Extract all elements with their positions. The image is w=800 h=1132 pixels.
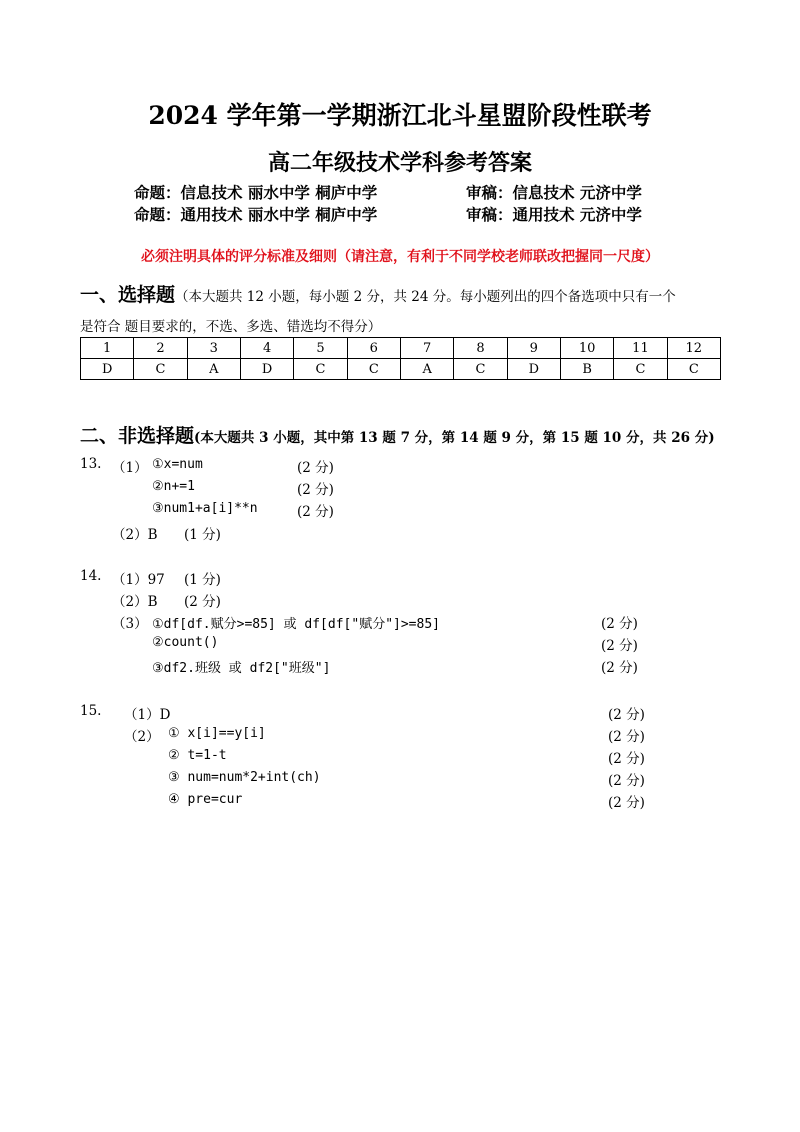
section1-note-line2: 是符合 题目要求的，不选、多选、错选均不得分）: [80, 319, 382, 335]
section1-heading: 一、选择题: [80, 284, 176, 306]
question-number: 7: [400, 338, 453, 359]
credit-gt-authors: 命题：通用技术 丽水中学 桐庐中学: [134, 205, 378, 224]
q15-part2-label: （2）: [124, 729, 160, 745]
answer-cell: A: [187, 359, 240, 380]
table-row-numbers: [81, 338, 721, 359]
answer-cell: D: [507, 359, 560, 380]
question-number: 10: [560, 338, 613, 359]
section2-note: (本大题共 3 小题，其中第 13 题 7 分，第 14 题 9 分，第 15 题 10 分，共 26 分): [194, 430, 715, 446]
question-number: 8: [454, 338, 507, 359]
q13-answer-2: ②n+=1: [152, 479, 195, 494]
page-title: 2024 学年第一学期浙江北斗星盟阶段性联考: [148, 101, 652, 130]
section2-heading: 二、非选择题: [80, 425, 195, 447]
q13-score-3: (2 分): [297, 504, 334, 520]
q15-score-1: (2 分): [608, 729, 645, 745]
grading-notice: 必须注明具体的评分标准及细则（请注意，有利于不同学校老师联改把握同一尺度）: [141, 249, 659, 265]
credit-gt-reviewers: 审稿：通用技术 元济中学: [466, 205, 642, 224]
answer-cell: C: [134, 359, 187, 380]
answer-cell: C: [294, 359, 347, 380]
q15-part1-score: (2 分): [608, 707, 645, 723]
q13-answer-3: ③num1+a[i]**n: [152, 501, 258, 516]
q13-part2-answer: （2）B: [112, 527, 158, 543]
answer-table: [80, 337, 721, 380]
section2-header: [80, 421, 715, 448]
q14-part1-answer: （1）97: [112, 572, 165, 588]
q13-score-1: (2 分): [297, 460, 334, 476]
q14-answer-2: ②count(): [152, 635, 219, 650]
q14-part3-label: （3）: [112, 616, 148, 632]
q14-answer-1: ①df[df.赋分>=85] 或 df[df["赋分"]>=85]: [152, 617, 440, 632]
q14-score-2: (2 分): [601, 638, 638, 654]
question-number: 9: [507, 338, 560, 359]
credit-it-authors: 命题：信息技术 丽水中学 桐庐中学: [134, 183, 378, 202]
answer-cell: C: [667, 359, 720, 380]
section1-note: （本大题共 12 小题，每小题 2 分，共 24 分。每小题列出的四个备选项中只有一个: [175, 289, 676, 305]
q14-part2-score: (2 分): [184, 594, 221, 610]
q15-score-3: (2 分): [608, 773, 645, 789]
answer-cell: B: [560, 359, 613, 380]
q13-answer-1: ①x=num: [152, 457, 203, 472]
question-number: 5: [294, 338, 347, 359]
q14-score-1: (2 分): [601, 616, 638, 632]
q15-answer-4: ④ pre=cur: [168, 792, 243, 807]
q14-number: 14.: [80, 568, 102, 584]
q15-answer-3: ③ num=num*2+int(ch): [168, 770, 321, 785]
page-subtitle: 高二年级技术学科参考答案: [267, 150, 532, 176]
question-number: 1: [81, 338, 134, 359]
answer-cell: C: [454, 359, 507, 380]
table-row-answers: [81, 359, 721, 380]
q15-part1-answer: （1）D: [124, 707, 171, 723]
section1-header: [80, 280, 676, 307]
q15-score-4: (2 分): [608, 795, 645, 811]
question-number: 12: [667, 338, 720, 359]
question-number: 4: [240, 338, 293, 359]
q14-score-3: (2 分): [601, 660, 638, 676]
answer-cell: C: [347, 359, 400, 380]
q15-score-2: (2 分): [608, 751, 645, 767]
q13-score-2: (2 分): [297, 482, 334, 498]
answer-cell: D: [81, 359, 134, 380]
q14-part1-score: (1 分): [184, 572, 221, 588]
q15-answer-2: ② t=1-t: [168, 748, 227, 763]
answer-cell: C: [614, 359, 667, 380]
question-number: 2: [134, 338, 187, 359]
question-number: 6: [347, 338, 400, 359]
q13-number: 13.: [80, 456, 102, 472]
q15-number: 15.: [80, 703, 102, 719]
answer-cell: A: [400, 359, 453, 380]
q13-part1-label: （1）: [112, 460, 148, 476]
q14-answer-3: ③df2.班级 或 df2["班级"]: [152, 661, 331, 676]
question-number: 3: [187, 338, 240, 359]
q13-part2-score: (1 分): [184, 527, 221, 543]
credit-it-reviewers: 审稿：信息技术 元济中学: [466, 183, 642, 202]
q15-answer-1: ① x[i]==y[i]: [168, 726, 266, 741]
answer-cell: D: [240, 359, 293, 380]
question-number: 11: [614, 338, 667, 359]
q14-part2-answer: （2）B: [112, 594, 158, 610]
